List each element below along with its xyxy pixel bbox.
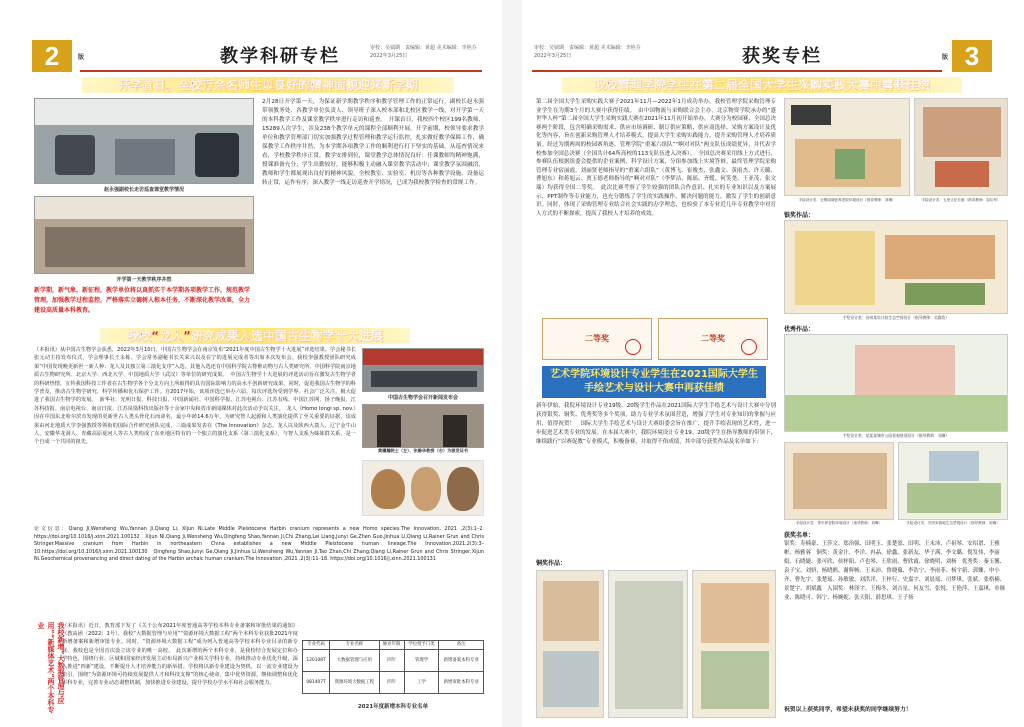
page-left	[0, 0, 502, 727]
caption-excellent-2: 手绘设计类：青年养老院环境设计（指导教师：刘琳）	[795, 521, 883, 525]
table-cell: 管理学	[404, 650, 439, 672]
certificate-team-2	[658, 318, 768, 360]
certificate-award-text: 二等奖	[585, 334, 609, 343]
winner-list: 银奖：寿楠豪、王莎文、郑治强、田明玉、张楚盈、田明、王未沛、卢祖琴、安绍谱、王雅彬、杨雅蓉 铜奖：黄金汁、李洋、冉晶、徐鑫、张新友、华子满、李文璐、倪发伟、李丽娟、石晓婕、张可欣、侯梓阳、卢也琴、王欣雨、曹欣霞、徐晓明、刘杨 优秀奖：秦玉馨、袁子宝、刘妍、杨晓鸥、谢辉畅、王未沛、鲁晓薇、李浩宁、李雨菲、杨宇新、郭姗、申小齐、曹先宇、张楚瑶、孙敏敏、刘洪洋、王梓行、史嘉宇、刘晨瑶、司梦琪、张斌、张格楠、景楚宇、胡斌鑫 入围奖：林泽宇、王梅冬、刘吉星、何友雪、张悦、王艳萍、王嘉琪、单继业、陈晓可、韩宁、杨婉妮、张天阳、薛思琪、王子扬	[784, 541, 1006, 601]
artwork-bronze-2	[608, 570, 688, 718]
section-title-left: 教学科研专栏	[220, 46, 340, 67]
page-number-2: 2 版	[32, 40, 72, 72]
table-cell: 081407T	[303, 672, 330, 694]
article-longren-body: （本报讯）从中国古生物学会获悉，2022年3月10日，中国古生物学会在南京发布“2021年度中国古生物学十大进展”评选结果。学会秘书长张元动主持发布仪式，学会理事长王永栋、学会常务副秘书长关荣兴以及在宁的进展完成者等出席本次发布会。我校李强教授团队研究成果“中国发现晚更新世一新人种：龙人及其独立第三演化支序”入选。其他入选还有中国科学院古脊椎动物与古人类研究所、中国科学院南京地质古生物研究所、北京大学、西北大学、中国地质大学（武汉）等单位的研究成果。 中国古生物学十大进展的评选活动旨在激发古生物学者的科研热情，宣传我国科技工作者在古生物学各个分支方向上所取得的具有国际影响力的高水平创新研究成果，同时，促进我国古生物学的科学普及，推动古生物学研究、科学传播和化石保护工作。自2017年始，该项评选已举办六届，每次评选均受到学界、社会广泛关注，极大促进了我国古生物学的发展。 新华社、光明日报、科技日报、中国新闻社、中国科学报、江苏电视台、江苏有线、中国江苏网、扬子晚报、江苏科技报、南京电视台、南京日报、江苏凤凰科技出版社等十余家中央和省市新闻媒体对此次活动予以关注。 龙人（Homo longi sp. nov.）因在中国东北哈尔滨市发现的更新世古人类头骨化石而命名，最小年龄14.6万年，为研究智人起源和人类演化提供了至关重要的证据，该成果由河北地质大学李强教授等领衔的国际合作研究团队完成，三篇成果发表在《The Innovation》杂志。龙人以及陕西大荔人、辽宁金牛山人、安徽华龙洞人、青藏高原夏河人等古人类构成了东亚地区特有的一个独立的演化支系（第三演化支系），与智人支系为姊妹群关系，是一个自成一个共同的祖先。	[34, 347, 356, 446]
caption-excellent-1: 手绘设计类：某某某城市公园景观规划设计（指导教师：刘琳）	[842, 433, 950, 438]
headline-art-contest: 艺术学院环境设计专业学生在2021国际大学生手绘艺术与设计大赛中再获佳绩	[542, 366, 766, 398]
table-header: 修业年限	[379, 641, 404, 650]
photo-classroom-order	[34, 196, 254, 274]
label-bronze-works: 铜奖作品：	[536, 560, 567, 567]
artwork-bronze-3	[692, 570, 776, 718]
caption-award: 黄骧瀚院士（左）、张静华教授（右）为颁发证书	[377, 448, 469, 453]
table-header-row	[303, 641, 484, 650]
masthead-left	[80, 40, 482, 72]
table-cell: 新增审批本科专业	[439, 672, 484, 694]
photo-classroom-inspection	[34, 98, 254, 184]
caption-inspection: 赵永强副校长走访巡查课堂教学情况	[103, 187, 184, 193]
artwork-silver-2	[914, 98, 1008, 196]
meta-left: 审校：吴钺瑚 责编辑：黄超 美术编辑：李艳芬 2022年3月25日	[370, 45, 482, 59]
article-procurement-body: 第二届全国大学生采购实践大赛于2021年11月—2022年1月成功举办，我校管理学院采购管理专业学生在为期3个月的大赛中获得佳绩。 由中国物流与采购联合会主办，北京物资学院承办的“盛世华人杯”第二届全国大学生采购实践大赛在2021年11月初开始举办，大赛分为校园赛、全国总决赛两个阶段，包含明确采购需求、供应市场调研、制订供应策略、供应商选择、采购方案设计及优化等内容，旨在创新采购管理人才培养模式，提高大学生采购实践能力，提升采购管理人才培养质量。经过为期两周的校园赛角逐，管理学院“重案六组队”“啊对对队”两支队伍成绩优异，并代表学校参加全国总决赛（全国共计64所高校的113支队伍进入决赛）。 全国总决赛采用线上方式进行，参赛队伍根据组委会提供的企业案例，科学设计方案，分组参加线上实境答辩。最终管理学院采购管理专业宿丽霞、刘丽贤老师指导的“重案六组队”（黄博飞、崔俊杰、张鑫文、黄雨杰、许天璐、曹旭东）和蒋旭云、贾玉德老师指导的“啊对对队”（李梦洁、陈瑶、齐嫒、何笑尧、王亚茂、张文瑞）均获得全国二等奖。 此次比赛考察了学生较强的团队合作意识、扎实的专业知识以及方案展示、PPT制作等专业能力，也充分锻炼了学生的实践操作、解决问题的能力，激发了学生的创新意识。同时，体现了采购管理专业结合社会实践的办学理念，也检验了本专业近几年专业教学中对育人方式的不断探索，提高了我校人才培养的成效。	[536, 99, 776, 217]
table-cell: 四年	[379, 650, 404, 672]
caption-excellent-3: 手绘设计类：苏州宋源地生态景观设计（指导教师：刘琳）	[906, 521, 1000, 525]
table-header: 学位授予门类	[404, 641, 439, 650]
table-cell: 资源环境大数据工程	[330, 672, 379, 694]
artwork-excellent-3	[898, 442, 1008, 520]
photo-press-conference	[362, 348, 484, 392]
table-cell: 新增备案本科专业	[439, 650, 484, 672]
page-number-3: 3 版	[952, 40, 992, 72]
table-header: 专业代码	[303, 641, 330, 650]
meta-right: 审校：吴钺瑚 责编辑：黄超 美术编辑：李艳芬 2022年3月25日	[534, 45, 646, 59]
article-start-of-term-body: 2月28日开学第一天，为保证新学期教学秩序和教学管理工作的正常运行，副校长赵永强带领教务处、各教学单位负责人、领导班子深入校本部和北校区教学一线，对开学第一天的本科教学工作及课堂教学秩序进行走访和巡查。 开课首日，我校四个校区199名教师、15289人次学生，涉及238个教学单元的课程全部顺利开展。开学前期，校领导要求教学单位和教学管理部门切实加强教学过程管理和教学运行监控，扎实做好教学保障工作，确保教学工作秩序井然，为本学期各项教学工作的顺利进行打下坚实的基础。从巡查情况来看，学校教学秩序正常，教学安排到位，课堂教学总体情况良好：任课教师均精神饱满，授课准备充分；学生出勤较好，能够积极主动融入课堂教学活动中；课堂教学氛围融洽，教师和学生都展现出良好的精神风貌。全校教室、实验室、机房等各种教学设施、设备运转正常，运作有序，深入教学一线走访巡查开学情况，已成为我校教学检查的常规工作。	[262, 99, 484, 186]
headline-start-of-term: 开学首日，全校万余名师生以良好的精神面貌迎来新学期	[82, 77, 454, 93]
table-row	[303, 672, 484, 694]
table-row	[303, 650, 484, 672]
caption-new-majors-table: 2021年度新增本科专业名单	[357, 704, 429, 710]
certificate-award-text: 二等奖	[701, 334, 725, 343]
article-new-majors-body: （本报讯）近日，教育部下发了《关于公布2021年度普通高等学校本科专业备案和审批结果的通知》（教高函〔2022〕1号），我校“大数据管理与应用”“资源环境大数据工程”两个本科专业获批2021年度新增备案和新增审批专业。同时，“资源环境大数据工程”成为列入普通高等学校本科专业目录的新专业，我校也是全国首次设立该专业的唯一高校。 此次新增的两个本科专业，是我校结合发展定位和办学特色，围绕行业、区域和国家经济发展主动布局新兴产业相关学科专业，持续推动专业优化升级，深入推进“四新”建设，不断提升人才培养能力的新举措。学校将以新专业建设为契机，以一流专业建设为牵引，围绕“为资源环境可持续发展提供人才和科技支撑”的核心使命，集中优势资源，继续调整和优化本科专业，完善专业动态调整机制，加快推进专业建设，提升学校办学水平和社会服务能力。	[62, 623, 298, 687]
page-right	[522, 0, 1024, 727]
table-header: 专业名称	[330, 641, 379, 650]
table-cell: 四年	[379, 672, 404, 694]
artwork-silver-1	[784, 98, 910, 196]
table-header: 备注	[439, 641, 484, 650]
artwork-silver-3	[784, 220, 1008, 314]
photo-harbin-cranium	[362, 460, 484, 516]
vertical-slogan-new-majors: 我校新增“大数据管理与应用”“新媒体艺术”两个本科专业	[37, 622, 65, 713]
table-cell: 120108T	[303, 650, 330, 672]
caption-silver-1: 手绘设计类：无锡南城营养老院环境设计（指导教师：刘琳）	[798, 198, 896, 202]
article-longren-references: 论文信息：Qiang Ji,Wensheng Wu,Yannan Ji,Qiang Li, Xijun Ni.Late Middle Pleistocene Harbin cranium represents a new Homo species.The Innovation, 2021 ,2(3):1–2. https://doi.org/10.1016/j.xinn.2021.100132 Xijun Ni,Qiang Ji,Wensheng Wu,Qingfeng Shao,Yannan Ji,Chi Zhang,Lei Liang,Junyi Ge,Zhen Guo,Jinhua Li,Qiang Li,Rainer Grun and Chris Stringer.Massive cranium from Harbin in northeastern China establishes a new Middle Pleistocene human lineage.The Innovation,2021,2(3):3–10.https://doi.org/10.1016/j.xinn.2021.100130 Qingfeng Shao,Junyi Ge,Qiang Ji,Jinhua Li,Wensheng Wu,Yannan Ji,Tao Zhan,Chi Zhang,Qiang Li,Rainer Grun and Chris Stringer,Xijun Ni.Geochemical provenancing and direct dating of the Harbin archaic human cranium.The Innovation ,2021 ,2(3):11–18. https://doi.org/10.1016/j.xinn.2021.100131	[34, 526, 484, 563]
artwork-excellent-1	[784, 334, 1008, 432]
headline-procurement-contest: 我校管理学院学生在第二届全国大学生采购实践大赛中喜获佳绩	[562, 77, 962, 93]
table-cell: 工学	[404, 672, 439, 694]
page-gutter	[502, 0, 522, 727]
certificate-team-1	[542, 318, 652, 360]
artwork-excellent-2	[784, 442, 894, 520]
headline-longren: 我校“龙人”研究成果入选中国古生物学十大进展	[100, 328, 410, 344]
artwork-bronze-1	[536, 570, 604, 718]
caption-silver-2: 手绘设计类：五里文化长廊（指导教师：周尔军）	[921, 198, 1001, 202]
article-art-contest-body: 新年伊始，我院环境设计专业19级、20级学生作品在2021国际大学生手绘艺术与设计大赛中分别获得银奖、铜奖、优秀奖等多个奖项，助力专业学术氛围营造，增强了学生对专业知识的掌握与应用，值得祝贺！ 国际大学生手绘艺术与设计大赛组委会旨在推广、提升手绘表现的艺术性，进一步促进艺术类专业的发展。在本届大赛中，我院环境设计专业19、20级学生在指导教师的带领下，继续践行“以赛促教”专业模式，积极备赛，并取得不俗成绩，其中部分获奖作品及名单如下：	[536, 403, 776, 445]
label-winner-list: 获奖名单：	[784, 532, 815, 539]
caption-press-conference: 中国古生物学会召开新闻发布会	[387, 395, 458, 401]
masthead-right	[532, 40, 942, 72]
label-excellent-works: 优秀作品：	[784, 326, 815, 333]
slogan-new-term: 新学期，新气象，新征程，教学单位将以真抓实干本学期各项教学工作，规范教学管理，加强教学过程监控，严格落实立德树人根本任务，不断深化教学改革，全力建设高质量本科教育。	[34, 287, 251, 314]
section-title-right: 获奖专栏	[742, 46, 822, 67]
photo-award-ceremony	[362, 404, 484, 448]
new-majors-table	[302, 640, 484, 694]
label-silver-works: 银奖作品：	[784, 212, 815, 219]
caption-silver-3: 手绘设计类：苏州某设计院生态空间设计（指导教师：吴雅欣）	[842, 315, 950, 320]
table-cell: 大数据管理与应用	[330, 650, 379, 672]
closing-congrats: 祝贺以上获奖同学，希望未获奖的同学继续努力！	[784, 707, 912, 713]
caption-classroom-order: 开学第一天教学秩序井然	[116, 277, 172, 283]
